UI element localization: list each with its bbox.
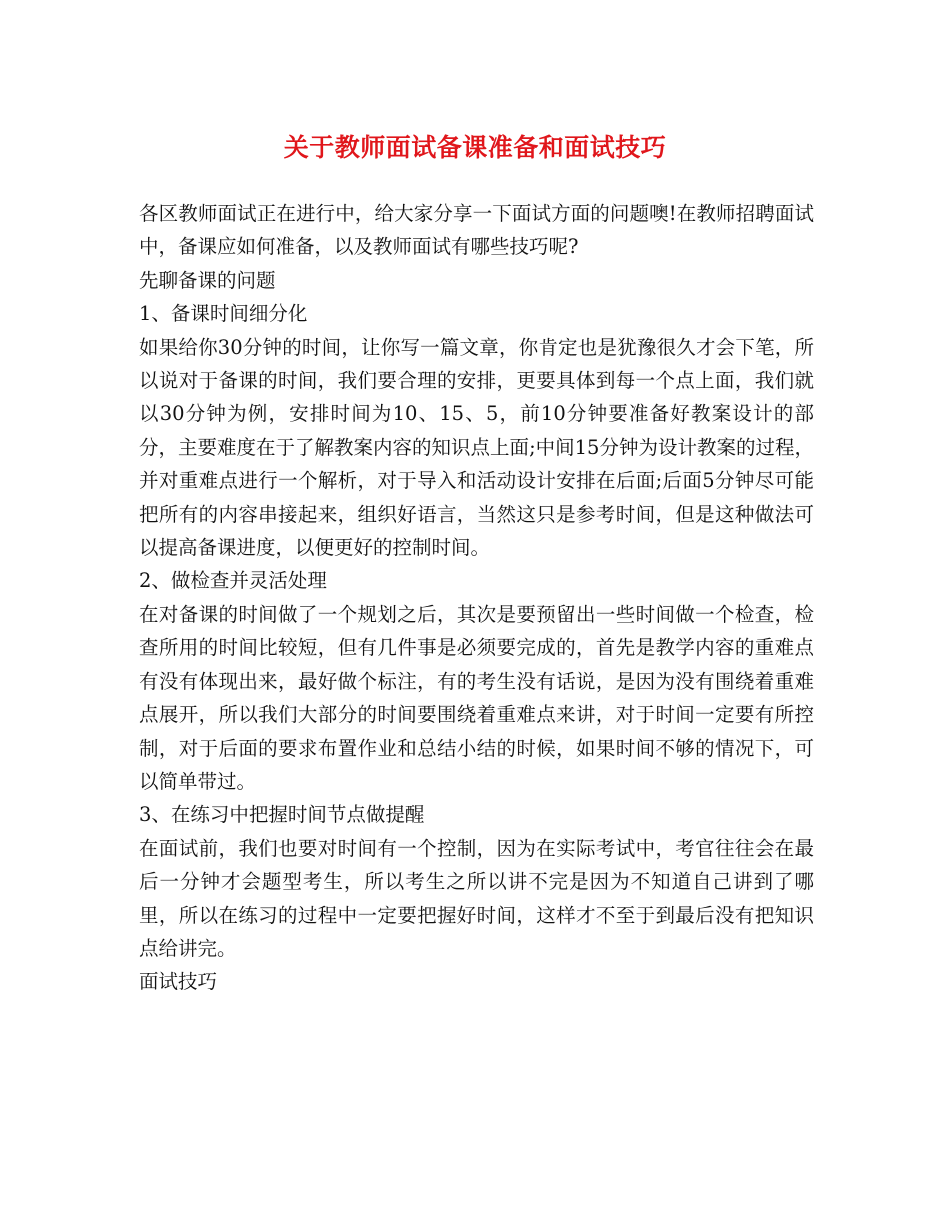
paragraph-heading-interview-tips: 面试技巧 — [139, 970, 218, 994]
paragraph-intro: 各区教师面试正在进行中，给大家分享一下面试方面的问题噢!在教师招聘面试中，备课应如何准备，以及教师面试有哪些技巧呢? — [139, 202, 814, 259]
paragraph-heading-3: 3、在练习中把握时间节点做提醒 — [139, 803, 425, 827]
paragraph-heading-1: 1、备课时间细分化 — [139, 302, 308, 326]
paragraph-body-3: 在面试前，我们也要对时间有一个控制，因为在实际考试中，考官往往会在最后一分钟才会题型考生，所以考生之所以讲不完是因为不知道自己讲到了哪里，所以在练习的过程中一定要把握好时间，这样才不至于到最后没有把知识点给讲完。 — [139, 836, 814, 960]
paragraph-body-2: 在对备课的时间做了一个规划之后，其次是要预留出一些时间做一个检查，检查所用的时间比较短，但有几件事是必须要完成的，首先是教学内容的重难点有没有体现出来，最好做个标注，有的考生没有话说，是因为没有围绕着重难点展开，所以我们大部分的时间要围绕着重难点来讲，对于时间一定要有所控制，对于后面的要求布置作业和总结小结的时候，如果时间不够的情况下，可以简单带过。 — [139, 602, 814, 793]
document-title: 关于教师面试备课准备和面试技巧 — [283, 133, 667, 162]
paragraph-body-1: 如果给你30分钟的时间，让你写一篇文章，你肯定也是犹豫很久才会下笔，所以说对于备课的时间，我们要合理的安排，更要具体到每一个点上面，我们就以30分钟为例，安排时间为10、15、5，前10分钟要准备好教案设计的部分，主要难度在于了解教案内容的知识点上面;中间15分钟为设计教案的过程，并对重难点进行一个解析，对于导入和活动设计安排在后面;后面5分钟尽可能把所有的内容串接起来，组织好语言，当然这只是参考时间，但是这种做法可以提高备课进度，以便更好的控制时间。 — [139, 335, 814, 560]
paragraph-heading-2: 2、做检查并灵活处理 — [139, 569, 327, 593]
paragraph-heading-lesson-prep: 先聊备课的问题 — [139, 268, 276, 292]
document-body — [139, 197, 814, 999]
